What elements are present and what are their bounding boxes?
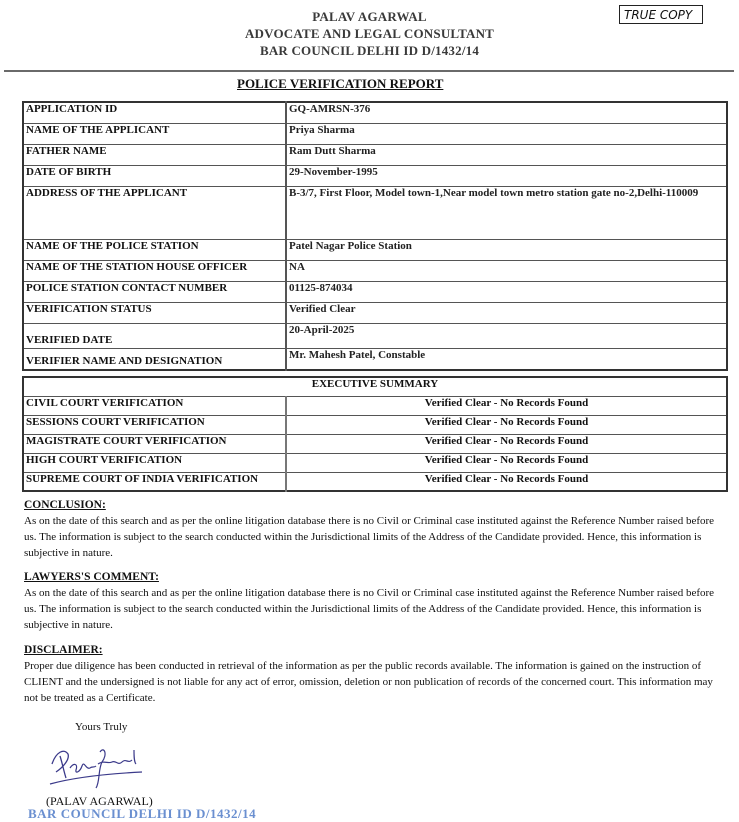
table-row <box>23 123 727 144</box>
table-row <box>23 472 727 491</box>
report-title: POLICE VERIFICATION REPORT <box>237 76 444 91</box>
field-value: Patel Nagar Police Station <box>286 239 727 260</box>
field-label: FATHER NAME <box>23 144 286 165</box>
summary-title: EXECUTIVE SUMMARY <box>23 377 727 396</box>
court-result: Verified Clear - No Records Found <box>286 472 727 491</box>
field-value: Priya Sharma <box>286 123 727 144</box>
table-row <box>23 165 727 186</box>
bar-council-id: BAR COUNCIL DELHI ID D/1432/14 <box>259 43 480 58</box>
court-result: Verified Clear - No Records Found <box>286 434 727 453</box>
disclaimer-text: Proper due diligence has been conducted in retrieval of the information as per the public records available. The information is gained on the instruction of CLIENT and the undersigned is not liable for any act of error, omission, deletion or non publication of records of the concerned court. This information may not be treated as a Certificate. <box>24 660 713 704</box>
table-row <box>23 281 727 302</box>
field-label: APPLICATION ID <box>23 102 286 123</box>
conclusion-section <box>24 497 724 561</box>
table-row <box>23 102 727 123</box>
table-row <box>23 348 727 370</box>
applicant-details-table <box>22 101 728 371</box>
field-value: Mr. Mahesh Patel, Constable <box>286 348 727 370</box>
executive-summary-table <box>22 376 728 492</box>
true-copy-stamp: TRUE COPY <box>619 5 703 24</box>
conclusion-text: As on the date of this search and as per the online litigation database there is no Civil or Criminal case instituted against the Reference Number raised before us. The information is subject to the search conducted within the Jurisdictional limits of the Address of the Candidate provided. Hence, this information is subjective in nature. <box>24 515 715 559</box>
field-value: GQ-AMRSN-376 <box>286 102 727 123</box>
court-label: HIGH COURT VERIFICATION <box>23 453 286 472</box>
field-label: VERIFICATION STATUS <box>23 302 286 323</box>
closing-salutation: Yours Truly <box>75 721 128 733</box>
conclusion-heading: CONCLUSION: <box>24 499 106 511</box>
table-row <box>23 415 727 434</box>
advocate-designation: ADVOCATE AND LEGAL CONSULTANT <box>244 26 495 41</box>
signatory-name: (PALAV AGARWAL) <box>46 794 153 808</box>
field-label: VERIFIER NAME AND DESIGNATION <box>23 348 286 370</box>
court-label: CIVIL COURT VERIFICATION <box>23 396 286 415</box>
field-label: POLICE STATION CONTACT NUMBER <box>23 281 286 302</box>
field-label: NAME OF THE STATION HOUSE OFFICER <box>23 260 286 281</box>
signature-icon <box>42 742 152 792</box>
field-label: VERIFIED DATE <box>23 323 286 348</box>
advocate-name: PALAV AGARWAL <box>312 9 427 24</box>
field-label: NAME OF THE POLICE STATION <box>23 239 286 260</box>
court-label: MAGISTRATE COURT VERIFICATION <box>23 434 286 453</box>
table-row <box>23 434 727 453</box>
court-label: SESSIONS COURT VERIFICATION <box>23 415 286 434</box>
court-result: Verified Clear - No Records Found <box>286 415 727 434</box>
table-row <box>23 396 727 415</box>
court-result: Verified Clear - No Records Found <box>286 453 727 472</box>
field-label: DATE OF BIRTH <box>23 165 286 186</box>
summary-header-row <box>23 377 727 396</box>
field-label: ADDRESS OF THE APPLICANT <box>23 186 286 239</box>
header-divider <box>4 70 734 72</box>
lawyers-comment-heading: LAWYERS'S COMMENT: <box>24 571 159 583</box>
field-value: 01125-874034 <box>286 281 727 302</box>
disclaimer-section <box>24 642 724 706</box>
court-result: Verified Clear - No Records Found <box>286 396 727 415</box>
table-row <box>23 260 727 281</box>
table-row <box>23 323 727 348</box>
table-row <box>23 144 727 165</box>
table-row <box>23 239 727 260</box>
footer-bar-id-cut: BAR COUNCIL DELHI ID D/1432/14 <box>28 806 257 821</box>
field-label: NAME OF THE APPLICANT <box>23 123 286 144</box>
table-row <box>23 302 727 323</box>
field-value: Verified Clear <box>286 302 727 323</box>
table-row <box>23 186 727 239</box>
lawyers-comment-text: As on the date of this search and as per the online litigation database there is no Civil or Criminal case instituted against the Reference Number raised before us. The information is subject to the search conducted within the Jurisdictional limits of the Address of the Candidate provided. Hence, this information is subjective in nature. <box>24 587 715 631</box>
table-row <box>23 453 727 472</box>
lawyers-comment-section <box>24 569 724 633</box>
court-label: SUPREME COURT OF INDIA VERIFICATION <box>23 472 286 491</box>
field-value: 20-April-2025 <box>286 323 727 348</box>
field-value: 29-November-1995 <box>286 165 727 186</box>
field-value: Ram Dutt Sharma <box>286 144 727 165</box>
field-value: B-3/7, First Floor, Model town-1,Near model town metro station gate no-2,Delhi-110009 <box>286 186 727 239</box>
disclaimer-heading: DISCLAIMER: <box>24 644 103 656</box>
field-value: NA <box>286 260 727 281</box>
